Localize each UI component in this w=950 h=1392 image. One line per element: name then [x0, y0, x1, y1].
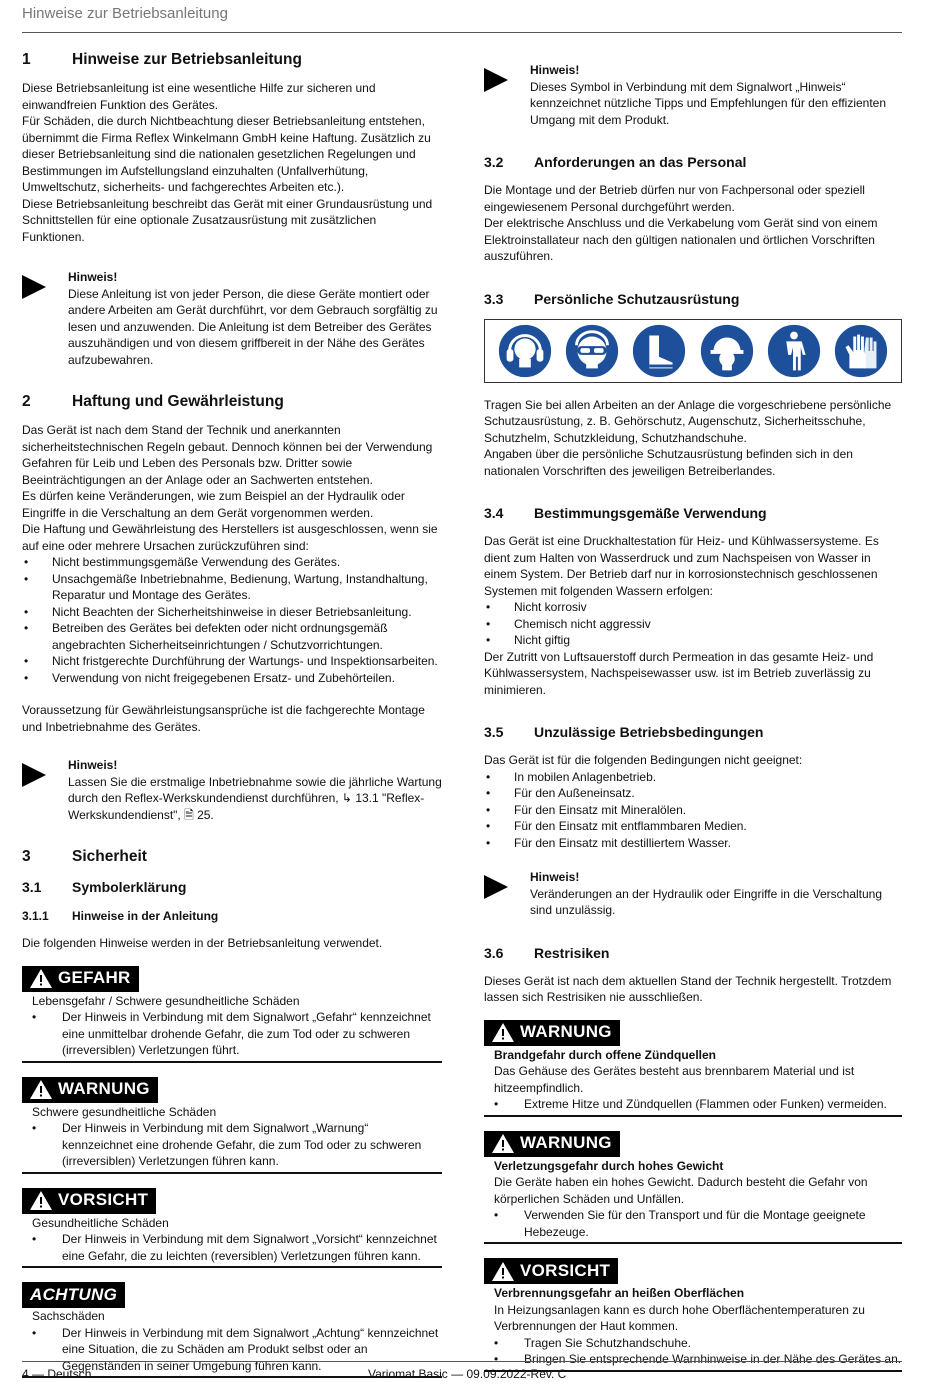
protective-gloves-icon	[832, 322, 890, 380]
notice-subtitle: Verletzungsgefahr durch hohes Gewicht	[494, 1158, 724, 1173]
list-item: • Bringen Sie entsprechende Warnhinweise in der Nähe des Gerätes an.	[494, 1351, 902, 1368]
hint-note	[22, 269, 442, 368]
warning-badge: WARNUNG	[484, 1020, 620, 1046]
ear-protection-icon	[496, 322, 554, 380]
caution-badge: VORSICHT	[22, 1188, 156, 1214]
section-1-body	[22, 80, 442, 245]
list-item: • Betreiben des Gerätes bei defekten oder nicht ordnungsgemäß angebrachten Sicherheitseinrichtungen / Schutzvorrichtungen.	[22, 620, 442, 653]
hint-title: Hinweis!	[68, 758, 118, 772]
paragraph: Es dürfen keine Veränderungen, wie zum Beispiel an der Hydraulik oder Eingriffe in die Verschaltung an dem Gerät vorgenommen werden.	[22, 489, 405, 520]
hint-note	[484, 869, 902, 919]
warning-triangle-icon	[30, 1191, 52, 1210]
hint-note	[484, 62, 902, 128]
list-item: • Nicht giftig	[484, 632, 902, 649]
section-3-4-body	[484, 533, 902, 698]
notice-text: In Heizungsanlagen kann es durch hohe Oberflächentemperaturen zu Verbrennungen der Haut kommen.	[494, 1302, 865, 1333]
hint-arrow-icon	[22, 269, 68, 368]
section-3-4-heading: 3.4 Bestimmungsgemäße Verwendung	[484, 505, 767, 521]
page-footer	[22, 1361, 902, 1386]
paragraph: Dieses Gerät ist nach dem aktuellen Stand der Technik hergestellt. Trotzdem lassen sich Restrisiken nie ausschließen.	[484, 973, 892, 1004]
warning-notice-weight	[484, 1131, 902, 1245]
paragraph: Diese Betriebsanleitung ist eine wesentliche Hilfe zur sicheren und einwandfreien Funktion des Gerätes.	[22, 81, 376, 112]
paragraph: Diese Betriebsanleitung beschreibt das Gerät mit einer Grundausrüstung und Schnittstellen für eine optionale Zusatzausrüstung mit zusätzlichen Funktionen.	[22, 196, 433, 244]
list-item: • Unsachgemäße Inbetriebnahme, Bedienung, Wartung, Instandhaltung, Reparatur und Montage des Gerätes.	[22, 571, 442, 604]
caution-notice-hot-surfaces	[484, 1258, 902, 1372]
section-3-1-heading: 3.1 Symbolerklärung	[22, 879, 187, 895]
paragraph: Die Montage und der Betrieb dürfen nur von Fachpersonal oder speziell eingewiesenem Personal durchgeführt werden.	[484, 183, 865, 214]
ppe-icon-strip	[484, 319, 902, 383]
section-3-2-heading: 3.2 Anforderungen an das Personal	[484, 154, 747, 170]
section-3-6-heading: 3.6 Restrisiken	[484, 944, 610, 961]
list-item: • Der Hinweis in Verbindung mit dem Signalwort „Vorsicht“ kennzeichnet eine Gefahr, die zu leichten (reversiblen) Verletzungen führen kann.	[32, 1231, 442, 1264]
hint-note	[22, 757, 442, 823]
section-1-heading: 1 Hinweise zur Betriebsanleitung	[22, 51, 302, 68]
hint-arrow-icon	[22, 757, 68, 823]
paragraph: Die Haftung und Gewährleistung des Herstellers ist ausgeschlossen, wenn sie auf eine oder mehrere Ursachen zurückzuführen sind:	[22, 522, 438, 553]
warning-triangle-icon	[30, 969, 52, 988]
warning-badge: WARNUNG	[22, 1077, 158, 1103]
paragraph: Der elektrische Anschluss und die Verkabelung vom Gerät sind von einem Elektroinstallateur nach den gültigen nationalen und örtlichen Vorschriften auszuführen.	[484, 216, 878, 263]
warning-triangle-icon	[492, 1262, 514, 1281]
right-column	[484, 50, 902, 1386]
list-item: • Für den Einsatz mit destilliertem Wasser.	[484, 835, 902, 852]
notice-text: Die Geräte haben ein hohes Gewicht. Dadurch besteht die Gefahr von körperlichen Schäden und Unfällen.	[494, 1175, 868, 1206]
notice-subtitle: Gesundheitliche Schäden	[32, 1215, 169, 1230]
notice-subtitle: Sachschäden	[32, 1309, 105, 1323]
eye-protection-icon	[563, 322, 621, 380]
list-item: • Für den Außeneinsatz.	[484, 785, 902, 802]
notice-subtitle: Schwere gesundheitliche Schäden	[32, 1104, 217, 1119]
notice-subtitle: Brandgefahr durch offene Zündquellen	[494, 1047, 717, 1062]
section-3-3-heading: 3.3 Persönliche Schutzausrüstung	[484, 290, 740, 307]
list-item: • Für den Einsatz mit Mineralölen.	[484, 802, 902, 819]
list-item: • Der Hinweis in Verbindung mit dem Signalwort „Warnung“ kennzeichnet eine drohende Gefahr, die zum Tod oder zu schweren (irreversiblen) Verletzungen führen kann.	[32, 1120, 442, 1170]
list-item: • Nicht fristgerechte Durchführung der Wartungs- und Inspektionsarbeiten.	[22, 653, 442, 670]
left-column	[22, 50, 442, 1392]
notice-text: Das Gehäuse des Gerätes besteht aus brennbarem Material und ist hitzeempfindlich.	[494, 1064, 855, 1095]
list-item: • Der Hinweis in Verbindung mit dem Signalwort „Gefahr“ kennzeichnet eine unmittelbar drohende Gefahr, die zum Tod oder zu schweren (irreversiblen) Verletzungen führt.	[32, 1009, 442, 1059]
safety-helmet-icon	[698, 322, 756, 380]
section-2-heading: 2 Haftung und Gewährleistung	[22, 393, 284, 410]
caution-badge: VORSICHT	[484, 1258, 618, 1284]
liability-list	[22, 554, 442, 686]
paragraph: Angaben über die persönliche Schutzausrüstung befinden sich in den nationalen Vorschriften des jeweiligen Betreiberlandes.	[484, 447, 853, 478]
danger-badge: GEFAHR	[22, 966, 139, 992]
list-item: • Verwendung von nicht freigegebenen Ersatz- und Zubehörteilen.	[22, 670, 442, 687]
list-item: • Nicht Beachten der Sicherheitshinweise in dieser Betriebsanleitung.	[22, 604, 442, 621]
page-number: 4 — Deutsch	[22, 1367, 92, 1381]
section-3-heading: 3 Sicherheit	[22, 848, 147, 865]
unsuitable-conditions-list	[484, 769, 902, 852]
hint-arrow-icon	[484, 62, 530, 128]
hint-text: Lassen Sie die erstmalige Inbetriebnahme sowie die jährliche Wartung durch den Reflex-Werkskundendienst durchführen, ↳ 13.1 "Reflex-Werkskundendienst", 🗎 25.	[68, 774, 442, 822]
section-3-5-body	[484, 752, 902, 851]
hint-text: Dieses Symbol in Verbindung mit dem Signalwort „Hinweis“ kennzeichnet nützliche Tipps und Empfehlungen für den effizienten Umgang mit dem Produkt.	[530, 79, 887, 127]
paragraph: Das Gerät ist für die folgenden Bedingungen nicht geeignet:	[484, 753, 803, 767]
notice-subtitle: Verbrennungsgefahr an heißen Oberflächen	[494, 1286, 745, 1300]
protective-clothing-icon	[765, 322, 823, 380]
warning-badge: WARNUNG	[484, 1131, 620, 1157]
water-requirements-list	[484, 599, 902, 649]
safety-shoes-icon	[630, 322, 688, 380]
list-item: • Für den Einsatz mit entflammbaren Medien.	[484, 818, 902, 835]
list-item: • Nicht bestimmungsgemäße Verwendung des Gerätes.	[22, 554, 442, 571]
paragraph: Der Zutritt von Luftsauerstoff durch Permeation in das gesamte Heiz- und Kühlwassersystem, Nachspeisewasser usw. ist im Betrieb zuverlässig zu minimieren.	[484, 649, 874, 697]
notice-subtitle: Lebensgefahr / Schwere gesundheitliche Schäden	[32, 993, 300, 1008]
section-2-body	[22, 422, 442, 686]
section-3-2-body	[484, 182, 902, 265]
paragraph: Die folgenden Hinweise werden in der Betriebsanleitung verwendet.	[22, 936, 383, 950]
paragraph: Das Gerät ist nach dem Stand der Technik und anerkannten sicherheitstechnischen Regeln gebaut. Dennoch können bei der Verwendung Gefahren für Leib und Leben des Personals bzw. Dritter sowie Beeinträchtigungen an der Anlage oder an Sachwerten entstehen.	[22, 423, 433, 487]
section-3-3-body	[484, 397, 902, 480]
section-3-1-1-heading: 3.1.1 Hinweise in der Anleitung	[22, 909, 219, 923]
paragraph: Für Schäden, die durch Nichtbeachtung dieser Betriebsanleitung entstehen, übernimmt die Firma Reflex Winkelmann GmbH keine Haftung. Zusätzlich zu dieser Betriebsanleitung sind die nationalen gesetzlichen Regelungen und Bestimmungen im Aufstellungsland einzuhalten (Unfallverhütung, Umweltschutz, sicherheits- und fachgerechtes Arbeiten etc.).	[22, 114, 431, 194]
section-3-5-heading: 3.5 Unzulässige Betriebsbedingungen	[484, 724, 764, 740]
attention-badge: ACHTUNG	[22, 1282, 125, 1308]
paragraph: Das Gerät ist eine Druckhaltestation für Heiz- und Kühlwassersysteme. Es dient zum Halten von Wasserdruck und zum Nachspeisen von Wasser in einem System. Der Betrieb darf nur in korrosionstechnisch geschlossenen Systemen mit folgenden Wassern erfolgen:	[484, 534, 879, 598]
danger-notice	[22, 966, 442, 1063]
paragraph: Voraussetzung für Gewährleistungsansprüche ist die fachgerechte Montage und Inbetriebnahme des Gerätes.	[22, 703, 425, 734]
caution-notice	[22, 1188, 442, 1269]
hint-title: Hinweis!	[530, 870, 580, 884]
list-item: • Nicht korrosiv	[484, 599, 902, 616]
warning-notice	[22, 1077, 442, 1174]
hint-title: Hinweis!	[68, 270, 118, 284]
hint-title: Hinweis!	[530, 63, 580, 77]
warning-triangle-icon	[492, 1134, 514, 1153]
paragraph: Tragen Sie bei allen Arbeiten an der Anlage die vorgeschriebene persönliche Schutzausrüstung, z. B. Gehörschutz, Augenschutz, Sicherheitsschuhe, Schutzhelm, Schutzkleidung, Schutzhandschuhe.	[484, 397, 892, 445]
warning-notice-fire	[484, 1020, 902, 1117]
page-header: Hinweise zur Betriebsanleitung	[22, 6, 902, 33]
hint-arrow-icon	[484, 869, 530, 919]
document-reference: Variomat Basic — 09.09.2022-Rev. C	[368, 1367, 567, 1381]
list-item: • Chemisch nicht aggressiv	[484, 616, 902, 633]
hint-text: Diese Anleitung ist von jeder Person, die diese Geräte montiert oder andere Arbeiten am Gerät durchführt, vor dem Gebrauch sorgfältig zu lesen und anzuwenden. Die Anleitung ist dem Betreiber des Gerätes auszuhändigen und von diesem griffbereit in der Nähe des Gerätes aufzubewahren.	[68, 286, 438, 367]
warning-triangle-icon	[30, 1080, 52, 1099]
list-item: • Tragen Sie Schutzhandschuhe.	[494, 1335, 902, 1352]
list-item: • In mobilen Anlagenbetrieb.	[484, 769, 902, 786]
hint-text: Veränderungen an der Hydraulik oder Eingriffe in die Verschaltung sind unzulässig.	[530, 886, 883, 917]
list-item: • Verwenden Sie für den Transport und für die Montage geeignete Hebezeuge.	[494, 1207, 902, 1240]
warning-triangle-icon	[492, 1023, 514, 1042]
list-item: • Der Hinweis in Verbindung mit dem Signalwort „Achtung“ kennzeichnet eine Situation, die zu Schäden am Produkt selbst oder an Gegenständen in seiner Umgebung führen kann.	[32, 1325, 442, 1375]
list-item: • Extreme Hitze und Zündquellen (Flammen oder Funken) vermeiden.	[494, 1096, 902, 1113]
